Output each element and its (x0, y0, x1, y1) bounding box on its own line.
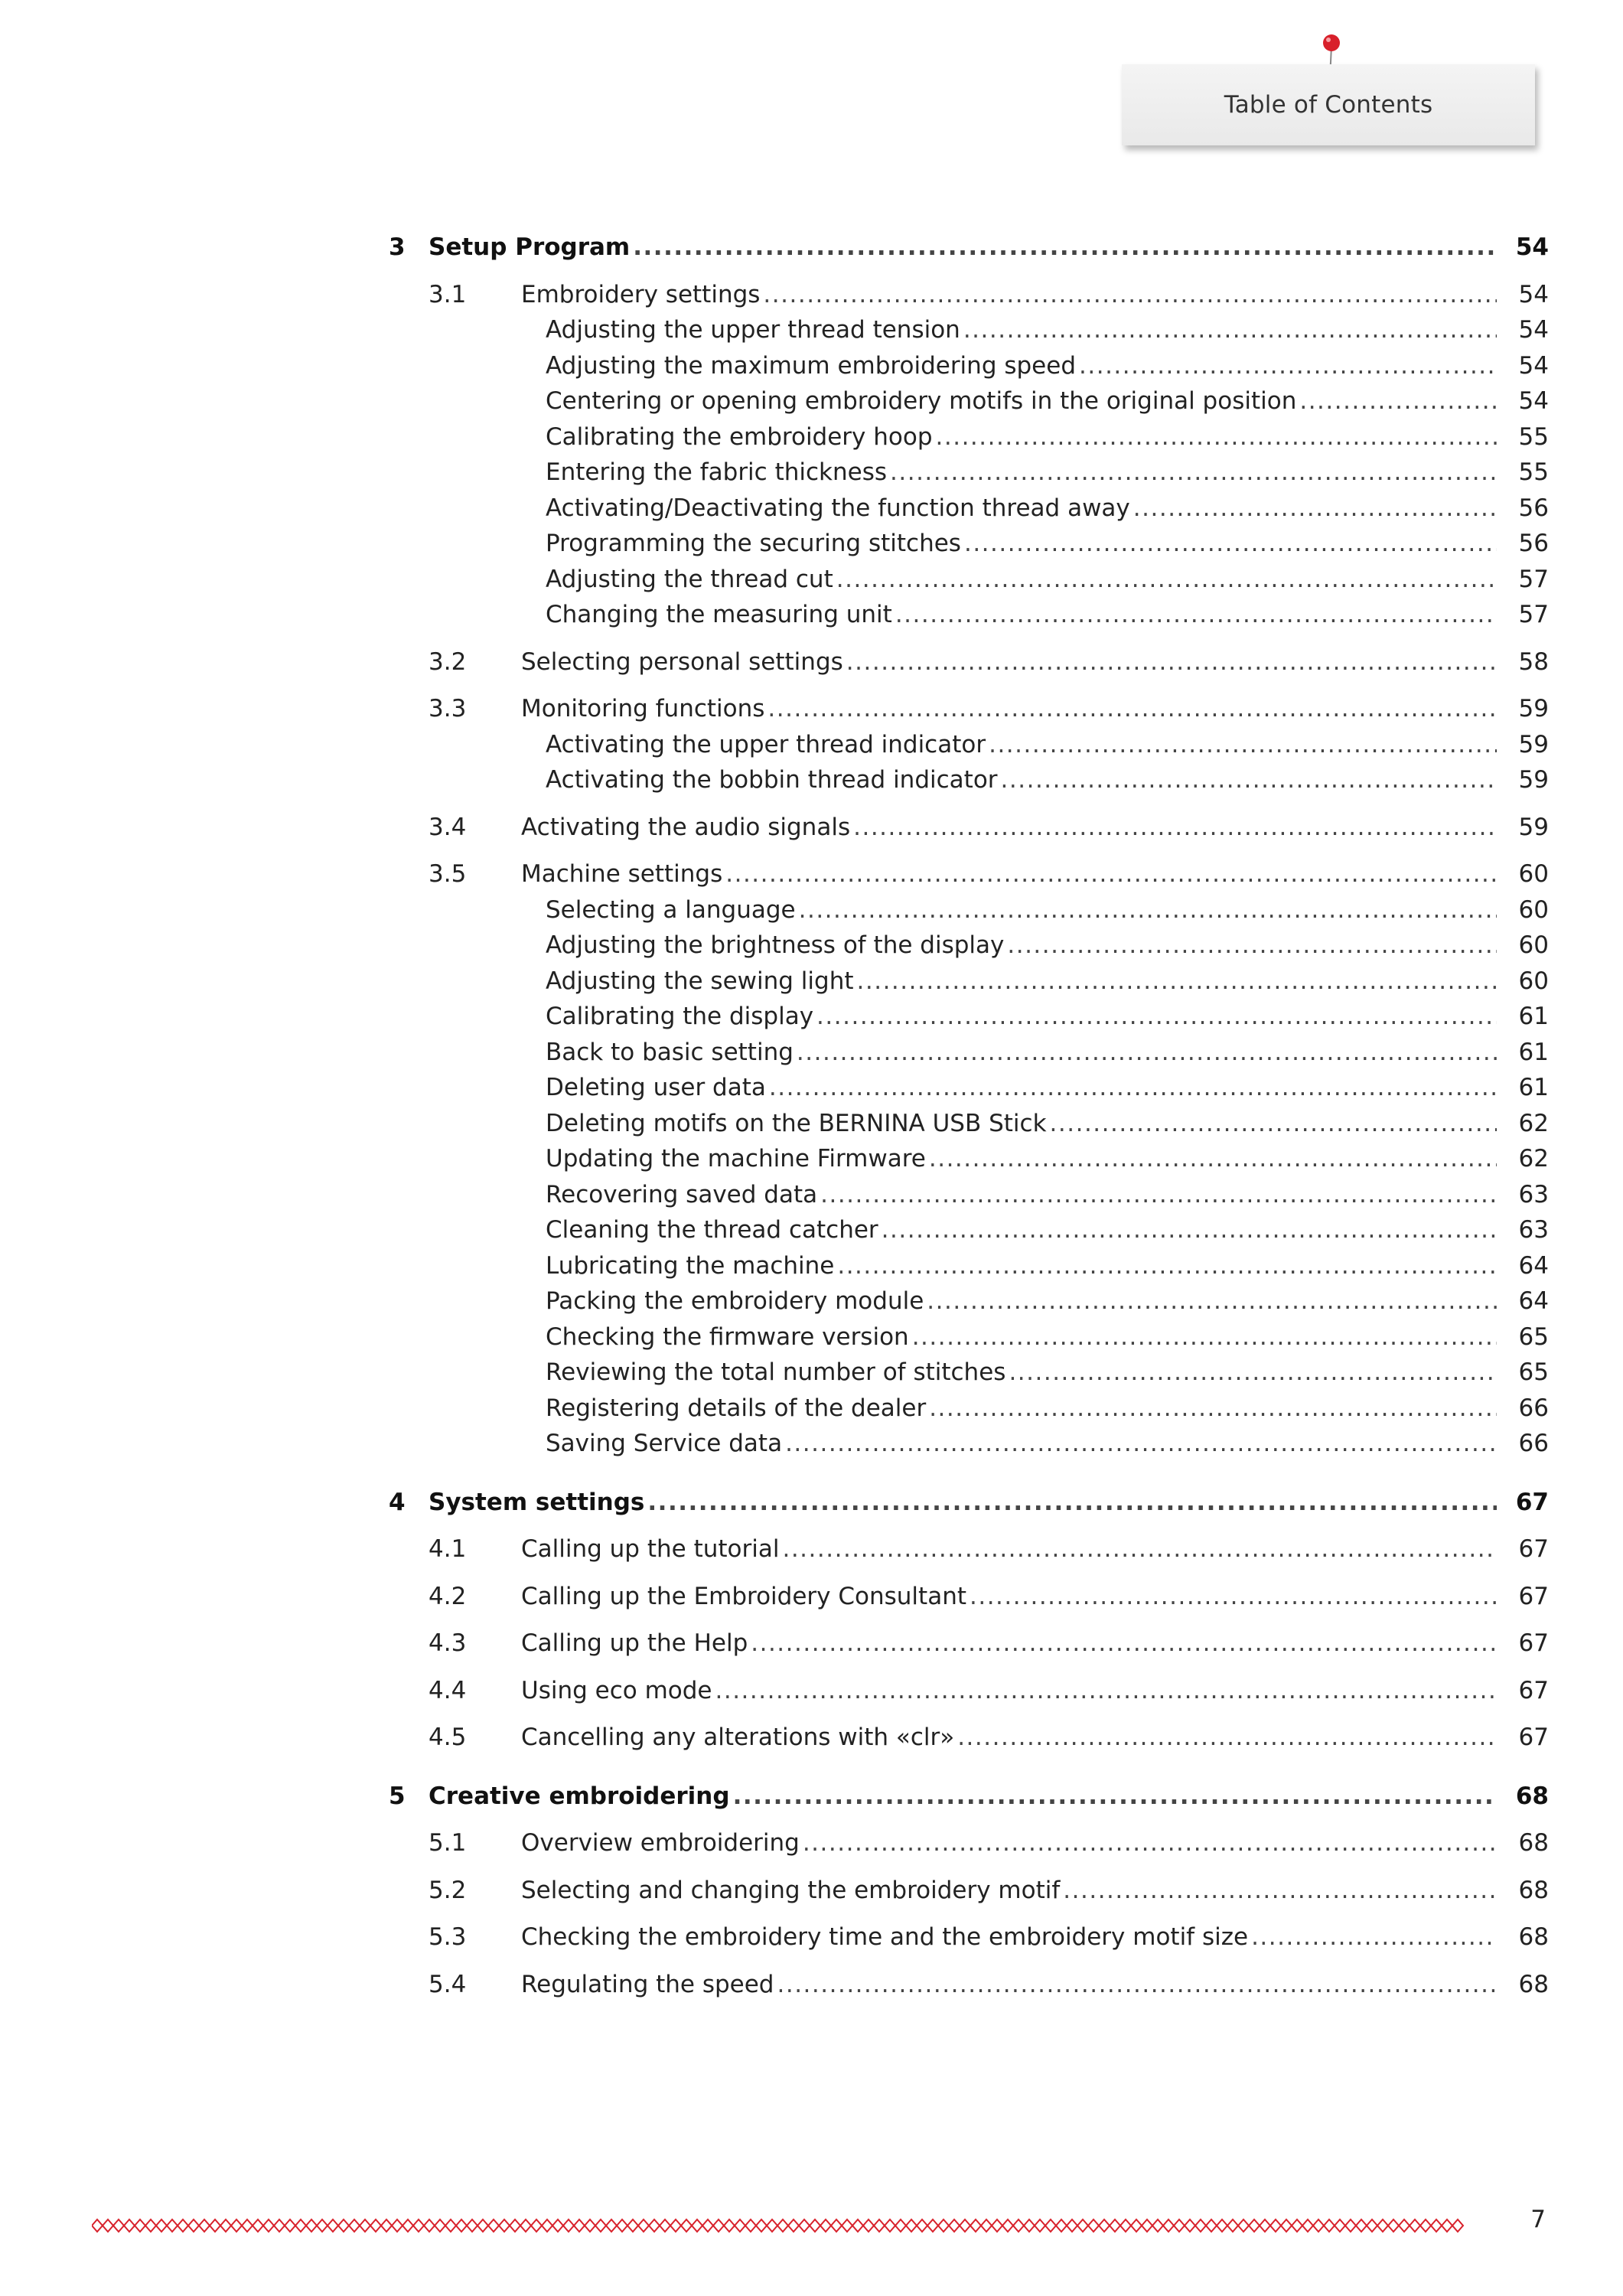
toc-page-number: 54 (1518, 316, 1549, 344)
toc-entry-item[interactable] (389, 562, 1549, 598)
toc-section-number: 5.4 (429, 1970, 467, 1998)
toc-page-number: 54 (1518, 387, 1549, 415)
dot-leader (882, 1212, 1497, 1248)
toc-section-number: 4.5 (429, 1724, 467, 1751)
toc-title: Calling up the tutorial (521, 1535, 780, 1563)
toc-entry-chapter[interactable] (389, 1779, 1549, 1815)
dot-leader (797, 1035, 1497, 1071)
toc-page-number: 67 (1518, 1535, 1549, 1563)
toc-entry-item[interactable] (389, 1426, 1549, 1462)
toc-entry-item[interactable] (389, 1141, 1549, 1177)
toc-entry-item[interactable] (389, 455, 1549, 491)
toc-entry-sub[interactable] (389, 1967, 1549, 2003)
toc-section-number: 5.2 (429, 1876, 467, 1904)
toc-entry-sub[interactable] (389, 810, 1549, 846)
toc-section-number: 3.1 (429, 280, 467, 308)
toc-page-number: 68 (1515, 1782, 1549, 1810)
dot-leader (1079, 348, 1497, 384)
dot-leader (927, 1283, 1497, 1319)
toc-entry-item[interactable] (389, 383, 1549, 419)
toc-page-number: 66 (1518, 1430, 1549, 1457)
toc-page-number: 60 (1518, 895, 1549, 924)
toc-page-number: 67 (1518, 1629, 1549, 1657)
toc-page-number: 65 (1518, 1322, 1549, 1351)
toc-title: Back to basic setting (546, 1038, 794, 1066)
toc-entry-item[interactable] (389, 348, 1549, 384)
toc-page-number: 55 (1518, 458, 1549, 486)
toc-page-number: 67 (1518, 1676, 1549, 1704)
toc-entry-sub[interactable] (389, 1579, 1549, 1615)
toc-section-number: 4 (389, 1488, 406, 1516)
dot-leader (963, 312, 1497, 348)
dot-leader (1050, 1106, 1497, 1142)
toc-entry-chapter[interactable] (389, 1485, 1549, 1521)
dot-leader (936, 419, 1497, 455)
toc-page-number: 67 (1515, 1488, 1549, 1516)
toc-page-number: 62 (1518, 1109, 1549, 1137)
dot-leader (785, 1426, 1497, 1462)
toc-page-number: 61 (1518, 1038, 1549, 1066)
dot-leader (733, 1779, 1497, 1815)
toc-page-number: 59 (1518, 813, 1549, 841)
toc-title: Deleting motifs on the BERNINA USB Stick (546, 1109, 1047, 1137)
dot-leader (964, 526, 1497, 562)
toc-entry-sub[interactable] (389, 691, 1549, 727)
toc-entry-chapter[interactable] (389, 230, 1549, 266)
dot-leader (820, 1177, 1497, 1213)
dot-leader (803, 1825, 1497, 1861)
dot-leader (777, 1967, 1497, 2003)
dot-leader (647, 1485, 1497, 1521)
toc-entry-sub[interactable] (389, 1825, 1549, 1861)
toc-title: Machine settings (521, 860, 723, 888)
dot-leader (1001, 762, 1497, 798)
dot-leader (715, 1673, 1497, 1709)
toc-page-number: 61 (1518, 1003, 1549, 1030)
toc-title: Reviewing the total number of stitches (546, 1358, 1006, 1386)
dot-leader (633, 230, 1497, 266)
toc-page-number: 68 (1518, 1970, 1549, 1998)
table-of-contents-tab[interactable] (1122, 64, 1535, 145)
toc-entry-item[interactable] (389, 1355, 1549, 1391)
toc-title: Monitoring functions (521, 695, 765, 722)
page-number: 7 (1530, 2206, 1546, 2233)
toc-entry-item[interactable] (389, 892, 1549, 928)
dot-leader (970, 1579, 1497, 1615)
toc-entry-sub[interactable] (389, 856, 1549, 892)
dot-leader (846, 644, 1497, 680)
toc-title: Lubricating the machine (546, 1251, 835, 1280)
toc-page-number: 60 (1518, 967, 1549, 995)
dot-leader (912, 1319, 1497, 1355)
toc-page-number: 62 (1518, 1145, 1549, 1172)
toc-page-number: 66 (1518, 1394, 1549, 1422)
dot-leader (957, 1720, 1497, 1756)
toc-entry-sub[interactable] (389, 1873, 1549, 1909)
toc-section-number: 3.4 (429, 813, 467, 841)
dot-leader (799, 892, 1497, 928)
toc-title: Programming the securing stitches (546, 530, 961, 557)
toc-title: Calibrating the display (546, 1003, 814, 1030)
dot-leader (857, 964, 1497, 1000)
toc-title: Adjusting the thread cut (546, 565, 833, 593)
toc-section-number: 4.1 (429, 1535, 467, 1563)
dot-leader (929, 1391, 1497, 1427)
toc-title: Selecting a language (546, 895, 796, 924)
toc-title: System settings (429, 1488, 645, 1516)
toc-entry-item[interactable] (389, 1212, 1549, 1248)
toc-section-number: 3.5 (429, 860, 467, 888)
toc-entry-item[interactable] (389, 526, 1549, 562)
toc-title: Regulating the speed (521, 1970, 774, 1998)
toc-page-number: 64 (1518, 1251, 1549, 1280)
dot-leader (837, 1248, 1497, 1284)
toc-title: Calling up the Embroidery Consultant (521, 1582, 966, 1610)
toc-section-number: 4.2 (429, 1582, 467, 1610)
toc-entry-sub[interactable] (389, 1531, 1549, 1567)
toc-title: Setup Program (429, 233, 631, 261)
toc-page-number: 56 (1518, 494, 1549, 522)
toc-entry-sub[interactable] (389, 1673, 1549, 1709)
toc-page-number: 63 (1518, 1216, 1549, 1244)
toc-title: Registering details of the dealer (546, 1394, 927, 1422)
toc-entry-item[interactable] (389, 999, 1549, 1035)
toc-entry-item[interactable] (389, 419, 1549, 455)
toc-page-number: 60 (1518, 931, 1549, 959)
toc-entry-item[interactable] (389, 1319, 1549, 1355)
toc-title: Adjusting the maximum embroidering speed (546, 351, 1077, 380)
toc-section-number: 5.1 (429, 1829, 467, 1857)
toc-title: Recovering saved data (546, 1180, 818, 1208)
toc-page-number: 58 (1518, 647, 1549, 676)
toc-title: Selecting and changing the embroidery motif (521, 1876, 1061, 1904)
toc-section-number: 3.3 (429, 695, 467, 722)
toc-title: Checking the firmware version (546, 1322, 909, 1351)
dot-leader (763, 277, 1497, 313)
dot-leader (1007, 928, 1497, 964)
decorative-stitch-border (92, 2216, 1469, 2235)
toc-section-number: 5.3 (429, 1923, 467, 1951)
toc-page-number: 67 (1518, 1582, 1549, 1610)
toc-page-number: 65 (1518, 1358, 1549, 1386)
toc-page-number: 57 (1518, 565, 1549, 593)
toc-title: Calling up the Help (521, 1629, 748, 1657)
toc-page-number: 63 (1518, 1180, 1549, 1208)
toc-entry-sub[interactable] (389, 1720, 1549, 1756)
toc-title: Checking the embroidery time and the embroidery motif size (521, 1923, 1249, 1951)
toc-title: Activating the audio signals (521, 813, 851, 841)
dot-leader (1063, 1873, 1497, 1909)
toc-page-number: 59 (1518, 695, 1549, 722)
toc-entry-item[interactable] (389, 597, 1549, 633)
toc-title: Cancelling any alterations with «clr» (521, 1724, 955, 1751)
toc-page-number: 54 (1515, 233, 1549, 261)
dot-leader (929, 1141, 1497, 1177)
toc-title: Overview embroidering (521, 1829, 800, 1857)
toc-title: Centering or opening embroidery motifs in the original position (546, 387, 1297, 415)
dot-leader (1251, 1919, 1497, 1955)
dot-leader (1009, 1355, 1497, 1391)
toc-title: Using eco mode (521, 1676, 712, 1704)
toc-page-number: 64 (1518, 1287, 1549, 1315)
toc-section-number: 3 (389, 233, 406, 261)
toc-page-number: 54 (1518, 280, 1549, 308)
toc-title: Activating the upper thread indicator (546, 730, 986, 758)
toc-entry-item[interactable] (389, 727, 1549, 763)
toc-entry-sub[interactable] (389, 644, 1549, 680)
dot-leader (769, 1070, 1497, 1106)
toc-entry-item[interactable] (389, 928, 1549, 964)
toc-page-number: 55 (1518, 422, 1549, 451)
toc-entry-item[interactable] (389, 312, 1549, 348)
dot-leader (989, 727, 1497, 763)
toc-title: Updating the machine Firmware (546, 1145, 926, 1172)
toc-entry-item[interactable] (389, 491, 1549, 527)
toc-title: Calibrating the embroidery hoop (546, 422, 933, 451)
dot-leader (816, 999, 1497, 1035)
toc-entry-item[interactable] (389, 964, 1549, 1000)
toc-title: Selecting personal settings (521, 647, 843, 676)
toc-title: Adjusting the brightness of the display (546, 931, 1005, 959)
toc-page-number: 54 (1518, 351, 1549, 380)
toc-page-number: 61 (1518, 1074, 1549, 1101)
toc-page-number: 68 (1518, 1829, 1549, 1857)
dot-leader (1133, 491, 1497, 527)
toc-page-number: 67 (1518, 1724, 1549, 1751)
toc-title: Activating/Deactivating the function thread away (546, 494, 1130, 522)
dot-leader (895, 597, 1497, 633)
dot-leader (853, 810, 1497, 846)
dot-leader (1299, 383, 1497, 419)
dot-leader (890, 455, 1497, 491)
toc-section-number: 3.2 (429, 647, 467, 676)
toc-entry-item[interactable] (389, 1177, 1549, 1213)
toc-entry-sub[interactable] (389, 277, 1549, 313)
toc-section-number: 4.4 (429, 1676, 467, 1704)
toc-section-number: 4.3 (429, 1629, 467, 1657)
dot-leader (836, 562, 1497, 598)
toc-entry-item[interactable] (389, 1070, 1549, 1106)
toc-title: Adjusting the sewing light (546, 967, 854, 995)
toc-title: Entering the fabric thickness (546, 458, 888, 486)
toc-title: Creative embroidering (429, 1782, 730, 1810)
dot-leader (751, 1626, 1497, 1662)
toc-section-number: 5 (389, 1782, 406, 1810)
toc-entry-item[interactable] (389, 762, 1549, 798)
toc-page-number: 68 (1518, 1876, 1549, 1904)
toc-page-number: 56 (1518, 530, 1549, 557)
toc-page-number: 59 (1518, 766, 1549, 794)
toc-title: Saving Service data (546, 1430, 783, 1457)
toc-entry-sub[interactable] (389, 1919, 1549, 1955)
toc-title: Changing the measuring unit (546, 601, 892, 628)
toc-entry-item[interactable] (389, 1035, 1549, 1071)
toc-page-number: 57 (1518, 601, 1549, 628)
toc-title: Cleaning the thread catcher (546, 1216, 878, 1244)
dot-leader (782, 1531, 1497, 1567)
toc-title: Adjusting the upper thread tension (546, 316, 960, 344)
toc-title: Deleting user data (546, 1074, 766, 1101)
toc-title: Activating the bobbin thread indicator (546, 766, 998, 794)
toc-title: Packing the embroidery module (546, 1287, 924, 1315)
dot-leader (725, 856, 1497, 892)
toc-entry-sub[interactable] (389, 1626, 1549, 1662)
toc-page-number: 60 (1518, 860, 1549, 888)
toc-entry-item[interactable] (389, 1248, 1549, 1284)
toc-page-number: 59 (1518, 730, 1549, 758)
toc-title: Embroidery settings (521, 280, 761, 308)
toc-entry-item[interactable] (389, 1391, 1549, 1427)
table-of-contents (389, 230, 1549, 2002)
dot-leader (768, 691, 1497, 727)
toc-entry-item[interactable] (389, 1283, 1549, 1319)
tab-label: Table of Contents (1224, 91, 1433, 119)
toc-page-number: 68 (1518, 1923, 1549, 1951)
toc-entry-item[interactable] (389, 1106, 1549, 1142)
